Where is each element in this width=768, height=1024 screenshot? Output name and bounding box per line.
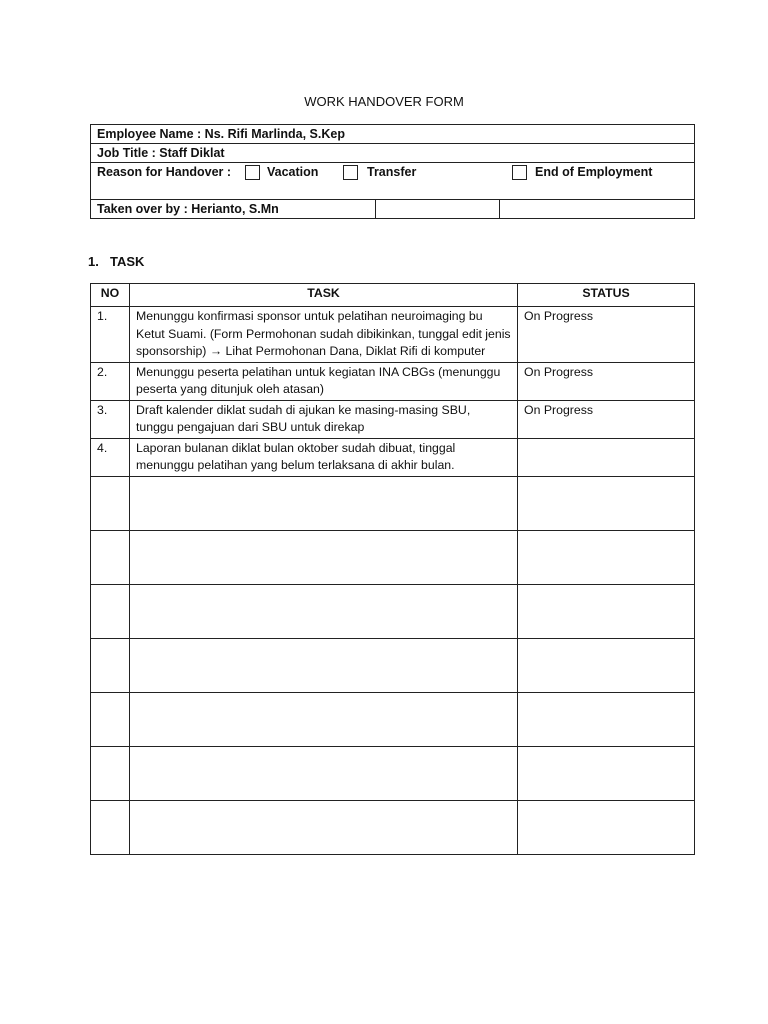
form-title: WORK HANDOVER FORM xyxy=(304,94,464,109)
row-no: 3. xyxy=(91,400,130,438)
taken-over-by: Taken over by : Herianto, S.Mn xyxy=(91,200,376,219)
empty-task-cell[interactable] xyxy=(130,746,518,800)
empty-no-cell[interactable] xyxy=(91,584,130,638)
vacation-checkbox[interactable] xyxy=(245,165,260,180)
empty-table-row xyxy=(91,692,695,746)
taken-over-extra-cell-2[interactable] xyxy=(500,200,695,219)
empty-no-cell[interactable] xyxy=(91,800,130,854)
transfer-label: Transfer xyxy=(367,165,417,179)
row-task: Draft kalender diklat sudah di ajukan ke masing-masing SBU, tunggu pengajuan dari SBU untuk direkap xyxy=(130,400,518,438)
row-no: 1. xyxy=(91,307,130,363)
row-no: 4. xyxy=(91,438,130,476)
empty-table-row xyxy=(91,530,695,584)
job-title: Job Title : Staff Diklat xyxy=(91,144,695,163)
empty-status-cell[interactable] xyxy=(518,530,695,584)
empty-task-cell[interactable] xyxy=(130,800,518,854)
empty-task-cell[interactable] xyxy=(130,638,518,692)
header-task: TASK xyxy=(130,284,518,307)
empty-table-row xyxy=(91,476,695,530)
header-no: NO xyxy=(91,284,130,307)
row-status: On Progress xyxy=(518,400,695,438)
table-row xyxy=(91,438,695,476)
table-row xyxy=(91,307,695,363)
row-status: On Progress xyxy=(518,307,695,363)
empty-status-cell[interactable] xyxy=(518,584,695,638)
empty-task-cell[interactable] xyxy=(130,530,518,584)
empty-no-cell[interactable] xyxy=(91,746,130,800)
empty-no-cell[interactable] xyxy=(91,638,130,692)
employee-name: Employee Name : Ns. Rifi Marlinda, S.Kep xyxy=(91,125,695,144)
taken-over-extra-cell-1[interactable] xyxy=(376,200,500,219)
empty-no-cell[interactable] xyxy=(91,530,130,584)
empty-status-cell[interactable] xyxy=(518,746,695,800)
employee-info-table xyxy=(90,124,695,219)
empty-task-cell[interactable] xyxy=(130,692,518,746)
empty-status-cell[interactable] xyxy=(518,800,695,854)
empty-table-row xyxy=(91,800,695,854)
row-no: 2. xyxy=(91,362,130,400)
end-of-employment-label: End of Employment xyxy=(535,165,653,179)
empty-table-row xyxy=(91,638,695,692)
section-number: 1. xyxy=(88,254,99,269)
empty-status-cell[interactable] xyxy=(518,638,695,692)
task-table-header xyxy=(91,284,695,307)
empty-table-row xyxy=(91,584,695,638)
table-row xyxy=(91,362,695,400)
row-status: On Progress xyxy=(518,362,695,400)
empty-status-cell[interactable] xyxy=(518,692,695,746)
section-heading xyxy=(88,254,144,269)
section-title: TASK xyxy=(110,254,145,269)
empty-status-cell[interactable] xyxy=(518,476,695,530)
row-task: Laporan bulanan diklat bulan oktober sudah dibuat, tinggal menunggu pelatihan yang belum terlaksana di akhir bulan. xyxy=(130,438,518,476)
empty-task-cell[interactable] xyxy=(130,584,518,638)
row-task: Menunggu peserta pelatihan untuk kegiatan INA CBGs (menunggu peserta yang ditunjuk oleh atasan) xyxy=(130,362,518,400)
end-of-employment-checkbox[interactable] xyxy=(512,165,527,180)
vacation-label: Vacation xyxy=(267,165,319,179)
reason-label: Reason for Handover : xyxy=(97,165,232,179)
empty-task-cell[interactable] xyxy=(130,476,518,530)
transfer-checkbox[interactable] xyxy=(343,165,358,180)
task-table xyxy=(90,283,695,855)
row-task: Menunggu konfirmasi sponsor untuk pelatihan neuroimaging bu Ketut Suami. (Form Permohonan sudah dibikinkan, tunggal edit jenis sponsorship) → Lihat Permohonan Dana, Diklat Rifi di komputer xyxy=(130,307,518,363)
empty-table-row xyxy=(91,746,695,800)
table-row xyxy=(91,400,695,438)
row-status xyxy=(518,438,695,476)
empty-no-cell[interactable] xyxy=(91,476,130,530)
empty-rows xyxy=(91,476,695,854)
empty-no-cell[interactable] xyxy=(91,692,130,746)
header-status: STATUS xyxy=(518,284,695,307)
reason-cell xyxy=(91,163,695,200)
